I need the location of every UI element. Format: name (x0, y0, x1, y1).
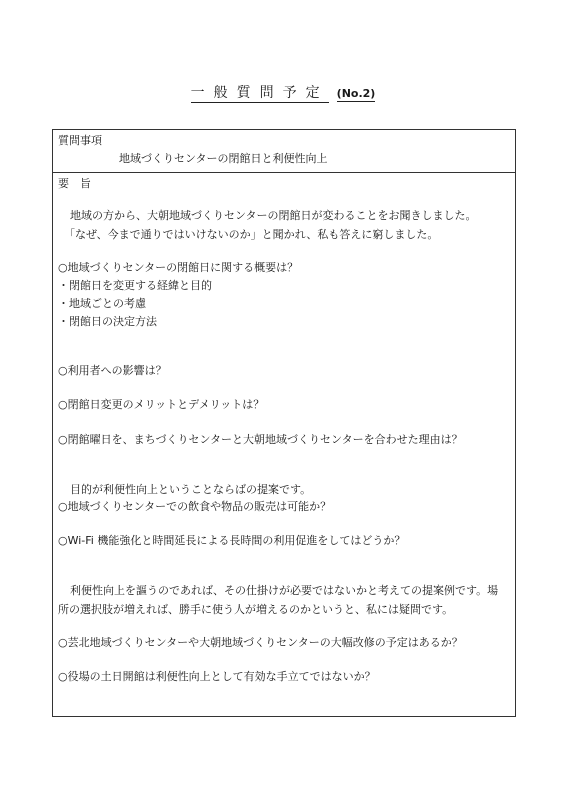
summary-line: ○閉館日変更のメリットとデメリットは？ (58, 398, 265, 411)
subject-label: 質問事項 (58, 134, 102, 147)
summary-line: ○地域づくりセンターの閉館日に関する概要は？ (58, 261, 299, 274)
summary-line: 利便性向上を謳うのであれば、その仕掛けが必要ではないかと考えての提案例です。場 (70, 584, 499, 597)
summary-line: 所の選択肢が増えれば、勝手に使う人が増えるのかというと、私には疑問です。 (58, 603, 454, 616)
subject-section (53, 130, 515, 173)
summary-line: ○地域づくりセンターでの飲食や物品の販売は可能か？ (58, 500, 332, 513)
title-main: 一般質問予定 (190, 85, 329, 101)
summary-line: ○Wi-Fi 機能強化と時間延長による長時間の利用促進をしてはどうか？ (58, 534, 406, 547)
subject-text: 地域づくりセンターの閉館日と利便性向上 (119, 152, 328, 165)
summary-line: ・閉館日を変更する経緯と目的 (58, 279, 212, 292)
document-title (0, 82, 566, 102)
summary-line: ○利用者への影響は？ (58, 364, 167, 377)
summary-line: 「なぜ、今まで通りではいけないのか」と聞かれ、私も答えに窮しました。 (64, 228, 439, 241)
title-number: (No.2) (336, 87, 376, 100)
summary-label: 要 旨 (58, 177, 91, 190)
summary-line: ・地域ごとの考慮 (58, 297, 146, 310)
summary-line: ○芸北地域づくりセンターや大朝地域づくりセンターの大幅改修の予定はあるか？ (58, 636, 463, 649)
summary-line: ○役場の土日開館は利便性向上として有効な手立てではないか？ (58, 670, 376, 683)
question-form (52, 129, 516, 717)
summary-line: ・閉館日の決定方法 (58, 315, 157, 328)
summary-line: 目的が利便性向上ということならばの提案です。 (70, 483, 312, 496)
summary-line: 地域の方から、大朝地域づくりセンターの閉館日が変わることをお聞きしました。 (70, 209, 477, 222)
summary-line: ○閉館曜日を、まちづくりセンターと大朝地域づくりセンターを合わせた理由は？ (58, 433, 463, 446)
